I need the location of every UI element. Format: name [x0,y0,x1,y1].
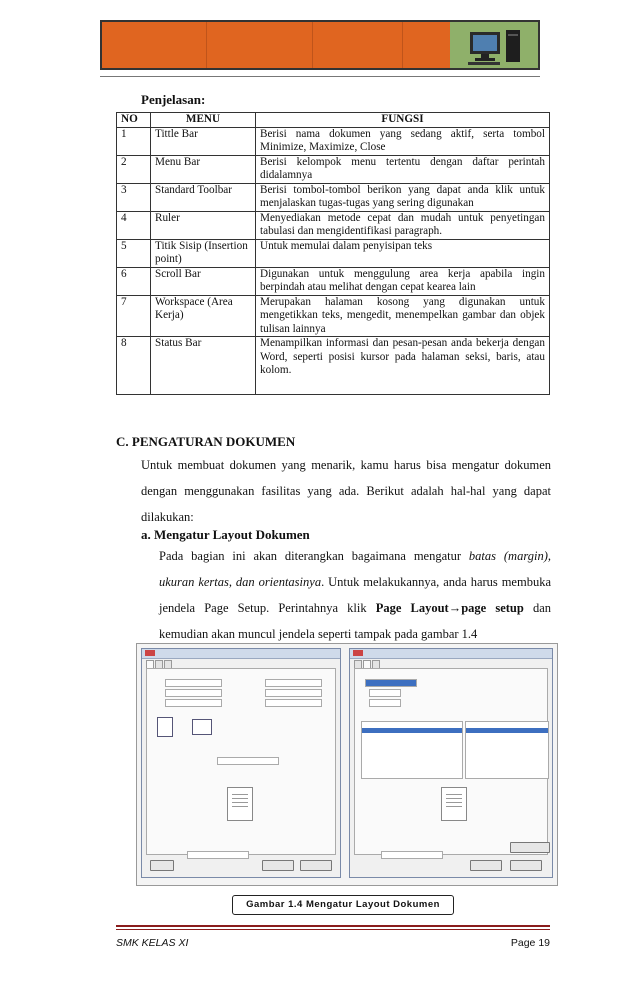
cell-no: 4 [117,211,151,239]
table-row [117,127,550,155]
arrow-icon: → [448,601,462,615]
figure-caption: Gambar 1.4 Mengatur Layout Dokumen [232,895,454,915]
cell-no: 1 [117,127,151,155]
cell-no: 7 [117,295,151,337]
table-row [117,211,550,239]
table-row [117,239,550,267]
cell-menu: Menu Bar [151,155,256,183]
cell-no: 3 [117,183,151,211]
cell-fungsi: Merupakan halaman kosong yang digunakan untuk mengetikkan teks, mengedit, menempelkan gambar dan objek tulisan lainnya [256,295,550,337]
cell-menu: Scroll Bar [151,267,256,295]
cell-fungsi: Menyediakan metode cepat dan mudah untuk penyetingan tabulasi dan mengidentifikasi paragraph. [256,211,550,239]
page-setup-figure [136,643,558,886]
body-text: dan kemudian akan muncul jendela seperti tampak pada gambar 1.4 [159,601,552,641]
body-italic: batas (margin), ukuran kertas, dan orientasinya [159,549,551,589]
cell-no: 8 [117,337,151,395]
page-setup-dialog-margins [141,648,341,878]
table-header-row [117,113,550,128]
header-fungsi: FUNGSI [256,113,550,128]
cell-no: 5 [117,239,151,267]
footer-rule [116,925,550,927]
body-text: Pada bagian ini akan diterangkan bagaimana mengatur [159,549,469,563]
page-setup-dialog-paper [349,648,553,878]
cell-fungsi: Berisi tombol-tombol berikon yang dapat anda klik untuk menjalaskan tugas-tugas yang sering digunakan [256,183,550,211]
header-banner [100,20,540,70]
cell-menu: Titik Sisip (Insertion point) [151,239,256,267]
table-row [117,267,550,295]
header-no: NO [117,113,151,128]
body-text: . Untuk melakukannya, anda harus membuka jendela Page Setup. Perintahnya klik [159,575,551,615]
cell-menu: Status Bar [151,337,256,395]
header-rule [100,76,540,77]
cell-menu: Standard Toolbar [151,183,256,211]
subsection-a-body [159,543,551,647]
subsection-a-title: a. Mengatur Layout Dokumen [141,527,310,542]
table-row [117,155,550,183]
table-row [117,337,550,395]
cell-fungsi: Berisi nama dokumen yang sedang aktif, serta tombol Minimize, Maximize, Close [256,127,550,155]
body-bold: page setup [461,601,524,615]
table-row [117,295,550,337]
cell-no: 6 [117,267,151,295]
section-c-body: Untuk membuat dokumen yang menarik, kamu harus bisa mengatur dokumen dengan menggunakan fasilitas yang ada. Berikut adalah hal-hal yang dapat dilakukan: [141,458,551,524]
cell-menu: Ruler [151,211,256,239]
cell-no: 2 [117,155,151,183]
menu-table [116,112,550,395]
footer-rule-thin [116,929,550,930]
computer-icon [450,22,538,68]
section-c-title: C. PENGATURAN DOKUMEN [116,434,296,449]
cell-fungsi: Menampilkan informasi dan pesan-pesan anda bekerja dengan Word, seperti posisi kursor pada halaman seksi, baris, atau kolom. [256,337,550,395]
body-bold: Page Layout [375,601,449,615]
cell-fungsi: Berisi kelompok menu tertentu dengan daftar perintah didalamnya [256,155,550,183]
cell-fungsi: Untuk memulai dalam penyisipan teks [256,239,550,267]
header-menu: MENU [151,113,256,128]
cell-menu: Workspace (Area Kerja) [151,295,256,337]
footer-class-label: SMK KELAS XI [116,937,189,949]
table-row [117,183,550,211]
cell-menu: Tittle Bar [151,127,256,155]
footer-page-number: Page 19 [510,937,550,949]
cell-fungsi: Digunakan untuk menggulung area kerja apabila ingin berpindah atau melihat dengan cepat kearea lain [256,267,550,295]
penjelasan-label: Penjelasan: [141,92,206,107]
